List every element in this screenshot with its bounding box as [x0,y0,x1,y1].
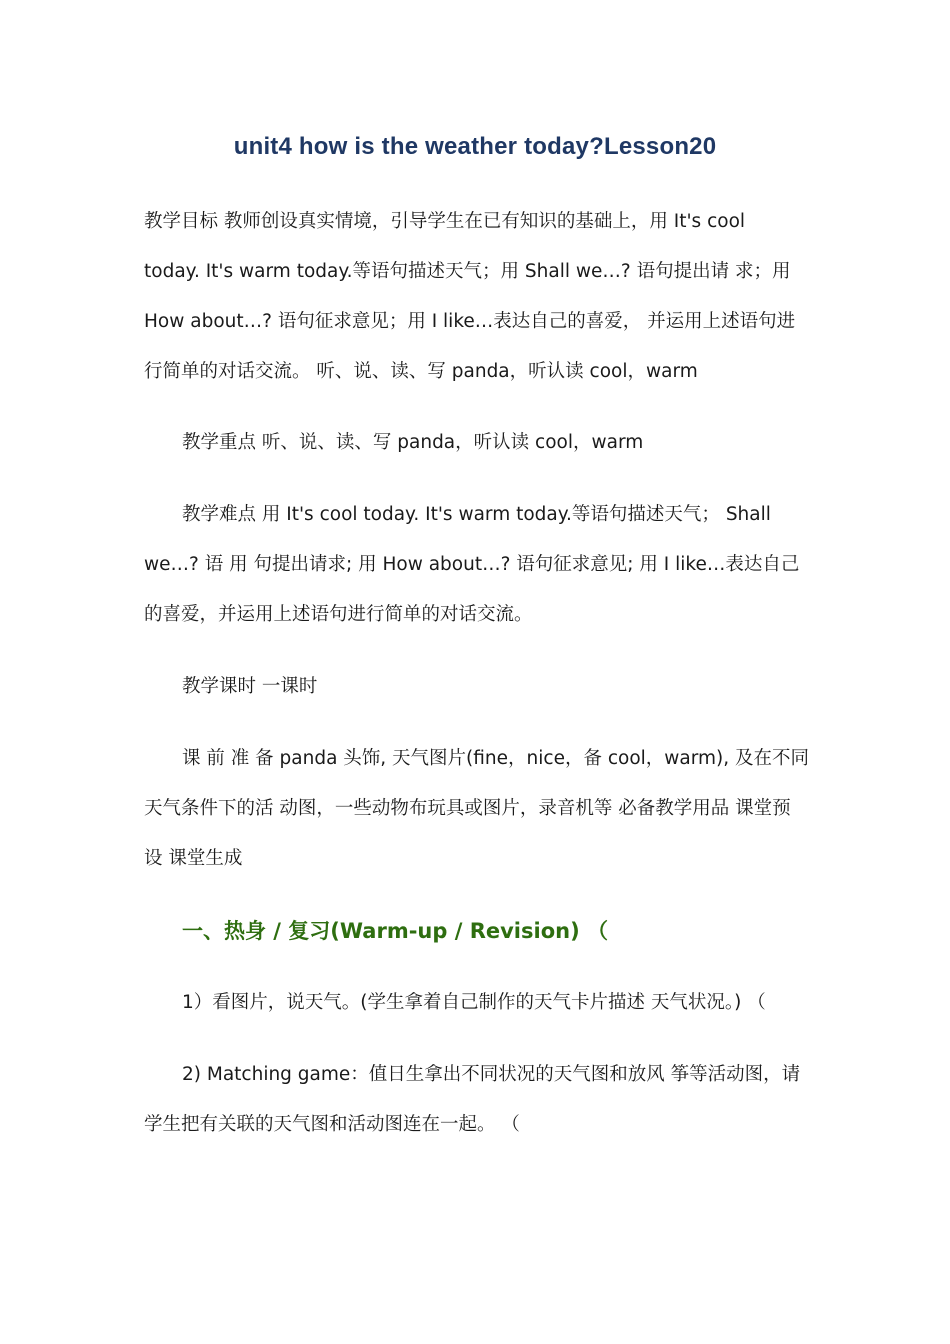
step-1-line: 1）看图片，说天气。(学生拿着自己制作的天气卡片描述 天气状况。) （ [182,992,766,1013]
teaching-periods-paragraph [182,662,808,712]
objectives-line: 教学目标 教师创设真实情境，引导学生在已有知识的基础上，用 It's cool [144,211,746,232]
teaching-objectives-paragraph [144,197,808,397]
step-2-line: 2) Matching game：值日生拿出不同状况的天气图和放风 筝等活动图，请 [182,1064,801,1085]
section-heading-warm-up: 一、热身 / 复习(Warm-up / Revision) （ [182,919,608,943]
preparation-line: 课 前 准 备 panda 头饰, 天气图片(fine，nice，备 cool，warm), 及在不同 [182,748,810,769]
preparation-line: 设 课堂生成 [144,848,243,869]
step-2-paragraph [144,1050,808,1150]
periods-line: 教学课时 一课时 [182,676,318,697]
preparation-line: 天气条件下的活 动图，一些动物布玩具或图片，录音机等 必备教学用品 课堂预 [144,798,791,819]
difficulties-paragraph [144,490,808,640]
step-2-line: 学生把有关联的天气图和活动图连在一起。 （ [144,1114,520,1135]
objectives-line: today. It's warm today.等语句描述天气；用 Shall we…? 语句提出请 求；用 [144,261,791,282]
step-1-paragraph [182,978,808,1028]
document-title: unit4 how is the weather today?Lesson20 [233,133,717,160]
difficulties-line: we…? 语 用 句提出请求; 用 How about…? 语句征求意见; 用 I like…表达自己 [144,554,800,575]
key-points-line: 教学重点 听、说、读、写 panda，听认读 cool，warm [182,432,644,453]
preparation-paragraph [144,734,808,884]
difficulties-line: 教学难点 用 It's cool today. It's warm today.等语句描述天气； Shall [182,504,771,525]
objectives-line: How about…? 语句征求意见；用 I like…表达自己的喜爱， 并运用上述语句进 [144,311,796,332]
objectives-line: 行简单的对话交流。 听、说、读、写 panda，听认读 cool，warm [144,361,698,382]
difficulties-line: 的喜爱，并运用上述语句进行简单的对话交流。 [144,604,533,625]
key-points-paragraph [182,418,808,468]
